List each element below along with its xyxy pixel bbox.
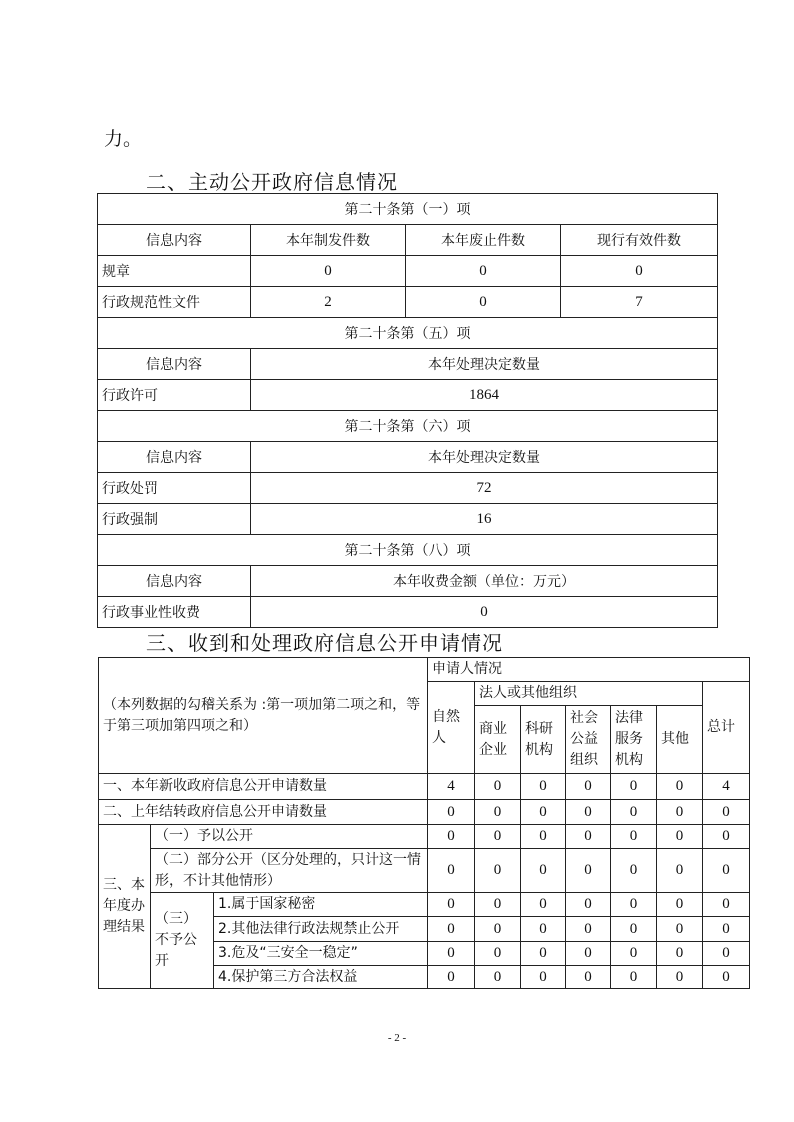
cell: 0 [611, 800, 657, 825]
legal-entity-header: 法人或其他组织 [475, 682, 703, 706]
cell: 0 [566, 849, 611, 893]
cell: 0 [657, 774, 703, 800]
cell: 0 [657, 849, 703, 893]
row-label: 行政事业性收费 [98, 597, 251, 628]
cell: 0 [657, 893, 703, 917]
cell: 0 [475, 849, 521, 893]
intro-tail: 力。 [104, 128, 143, 150]
cell: 0 [475, 917, 521, 942]
cell: 0 [657, 800, 703, 825]
cell: 1864 [251, 380, 718, 411]
cell: 0 [428, 893, 475, 917]
col-decisions: 本年处理决定数量 [251, 349, 718, 380]
cell: 0 [611, 825, 657, 849]
table-row [98, 380, 718, 411]
cell: 0 [475, 966, 521, 989]
table-row [98, 504, 718, 535]
cell: 0 [475, 774, 521, 800]
cell: 0 [611, 849, 657, 893]
col-decisions: 本年处理决定数量 [251, 442, 718, 473]
cell: 0 [566, 825, 611, 849]
cell: 0 [611, 893, 657, 917]
row-label: 2.其他法律行政法规禁止公开 [214, 917, 428, 942]
cell: 0 [521, 849, 566, 893]
cell: 0 [611, 917, 657, 942]
cell: 0 [703, 917, 750, 942]
row-label: 行政处罚 [98, 473, 251, 504]
cell: 0 [657, 917, 703, 942]
cell: 0 [475, 800, 521, 825]
cell: 0 [657, 966, 703, 989]
col-content: 信息内容 [98, 442, 251, 473]
cell: 0 [428, 942, 475, 966]
cell: 0 [428, 825, 475, 849]
cell: 0 [703, 966, 750, 989]
cell: 0 [475, 893, 521, 917]
cell: 0 [475, 825, 521, 849]
section-3-title: 三、收到和处理政府信息公开申请情况 [146, 631, 503, 655]
cell: 4 [703, 774, 750, 800]
cell: 0 [611, 774, 657, 800]
col-law: 法律服务机构 [611, 706, 657, 774]
table-row [98, 597, 718, 628]
cell: 0 [566, 942, 611, 966]
cell: 0 [521, 917, 566, 942]
applicant-header: 申请人情况 [428, 658, 750, 682]
table-row [99, 849, 750, 893]
col-content: 信息内容 [98, 566, 251, 597]
application-table [98, 657, 750, 989]
article-5-header: 第二十条第（五）项 [98, 318, 718, 349]
consistency-note: （本列数据的勾稽关系为 :第一项加第二项之和，等于第三项加第四项之和） [99, 658, 428, 774]
table-row [99, 774, 750, 800]
cell: 0 [566, 774, 611, 800]
cell: 0 [428, 800, 475, 825]
cell: 0 [521, 966, 566, 989]
cell: 7 [561, 287, 718, 318]
col-business: 商业企业 [475, 706, 521, 774]
col-issued: 本年制发件数 [251, 225, 406, 256]
cell: 0 [521, 774, 566, 800]
cell: 0 [521, 893, 566, 917]
cell: 0 [521, 942, 566, 966]
article-8-header: 第二十条第（八）项 [98, 535, 718, 566]
cell: 0 [611, 942, 657, 966]
cell: 0 [703, 825, 750, 849]
cell: 0 [703, 849, 750, 893]
col-valid: 现行有效件数 [561, 225, 718, 256]
cell: 0 [428, 966, 475, 989]
row-label: 二、上年结转政府信息公开申请数量 [99, 800, 428, 825]
cell: 72 [251, 473, 718, 504]
cell: 0 [251, 256, 406, 287]
cell: 0 [703, 893, 750, 917]
cell: 0 [521, 800, 566, 825]
cell: 0 [566, 800, 611, 825]
col-abolished: 本年废止件数 [406, 225, 561, 256]
cell: 2 [251, 287, 406, 318]
row-label: 1.属于国家秘密 [214, 893, 428, 917]
cell: 16 [251, 504, 718, 535]
row-label: 3.危及“三安全一稳定” [214, 942, 428, 966]
col-fees: 本年收费金额（单位：万元） [251, 566, 718, 597]
cell: 0 [251, 597, 718, 628]
table-row [98, 473, 718, 504]
article-1-header: 第二十条第（一）项 [98, 194, 718, 225]
cell: 0 [406, 256, 561, 287]
col-research: 科研机构 [521, 706, 566, 774]
cell: 0 [475, 942, 521, 966]
row-label: 行政强制 [98, 504, 251, 535]
row-label: （二）部分公开（区分处理的，只计这一情形，不计其他情形） [151, 849, 428, 893]
cell: 0 [703, 800, 750, 825]
cell: 0 [566, 917, 611, 942]
cell: 0 [566, 966, 611, 989]
cell: 0 [657, 942, 703, 966]
row-label: 行政规范性文件 [98, 287, 251, 318]
article-6-header: 第二十条第（六）项 [98, 411, 718, 442]
cell: 0 [428, 917, 475, 942]
section-2-title: 二、主动公开政府信息情况 [146, 170, 398, 194]
col-other: 其他 [657, 706, 703, 774]
cell: 4 [428, 774, 475, 800]
col-natural-person: 自然人 [428, 682, 475, 774]
table-row [99, 893, 750, 917]
cell: 0 [561, 256, 718, 287]
cell: 0 [611, 966, 657, 989]
row-label: （一）予以公开 [151, 825, 428, 849]
cell: 0 [406, 287, 561, 318]
row-label: 规章 [98, 256, 251, 287]
proactive-disclosure-table [97, 193, 718, 628]
table-row [99, 825, 750, 849]
col-content: 信息内容 [98, 349, 251, 380]
table-row [99, 800, 750, 825]
cell: 0 [657, 825, 703, 849]
page-number: - 2 - [387, 1032, 407, 1044]
cell: 0 [428, 849, 475, 893]
table-row [98, 256, 718, 287]
cell: 0 [521, 825, 566, 849]
cell: 0 [703, 942, 750, 966]
col-content: 信息内容 [98, 225, 251, 256]
row-label: 4.保护第三方合法权益 [214, 966, 428, 989]
table-row [98, 287, 718, 318]
cell: 0 [566, 893, 611, 917]
result-label: 三、本年度办理结果 [99, 825, 151, 989]
col-social: 社会公益组织 [566, 706, 611, 774]
col-total: 总计 [703, 682, 750, 774]
row-label: 行政许可 [98, 380, 251, 411]
deny-label: （三）不予公开 [151, 893, 214, 989]
row-label: 一、本年新收政府信息公开申请数量 [99, 774, 428, 800]
